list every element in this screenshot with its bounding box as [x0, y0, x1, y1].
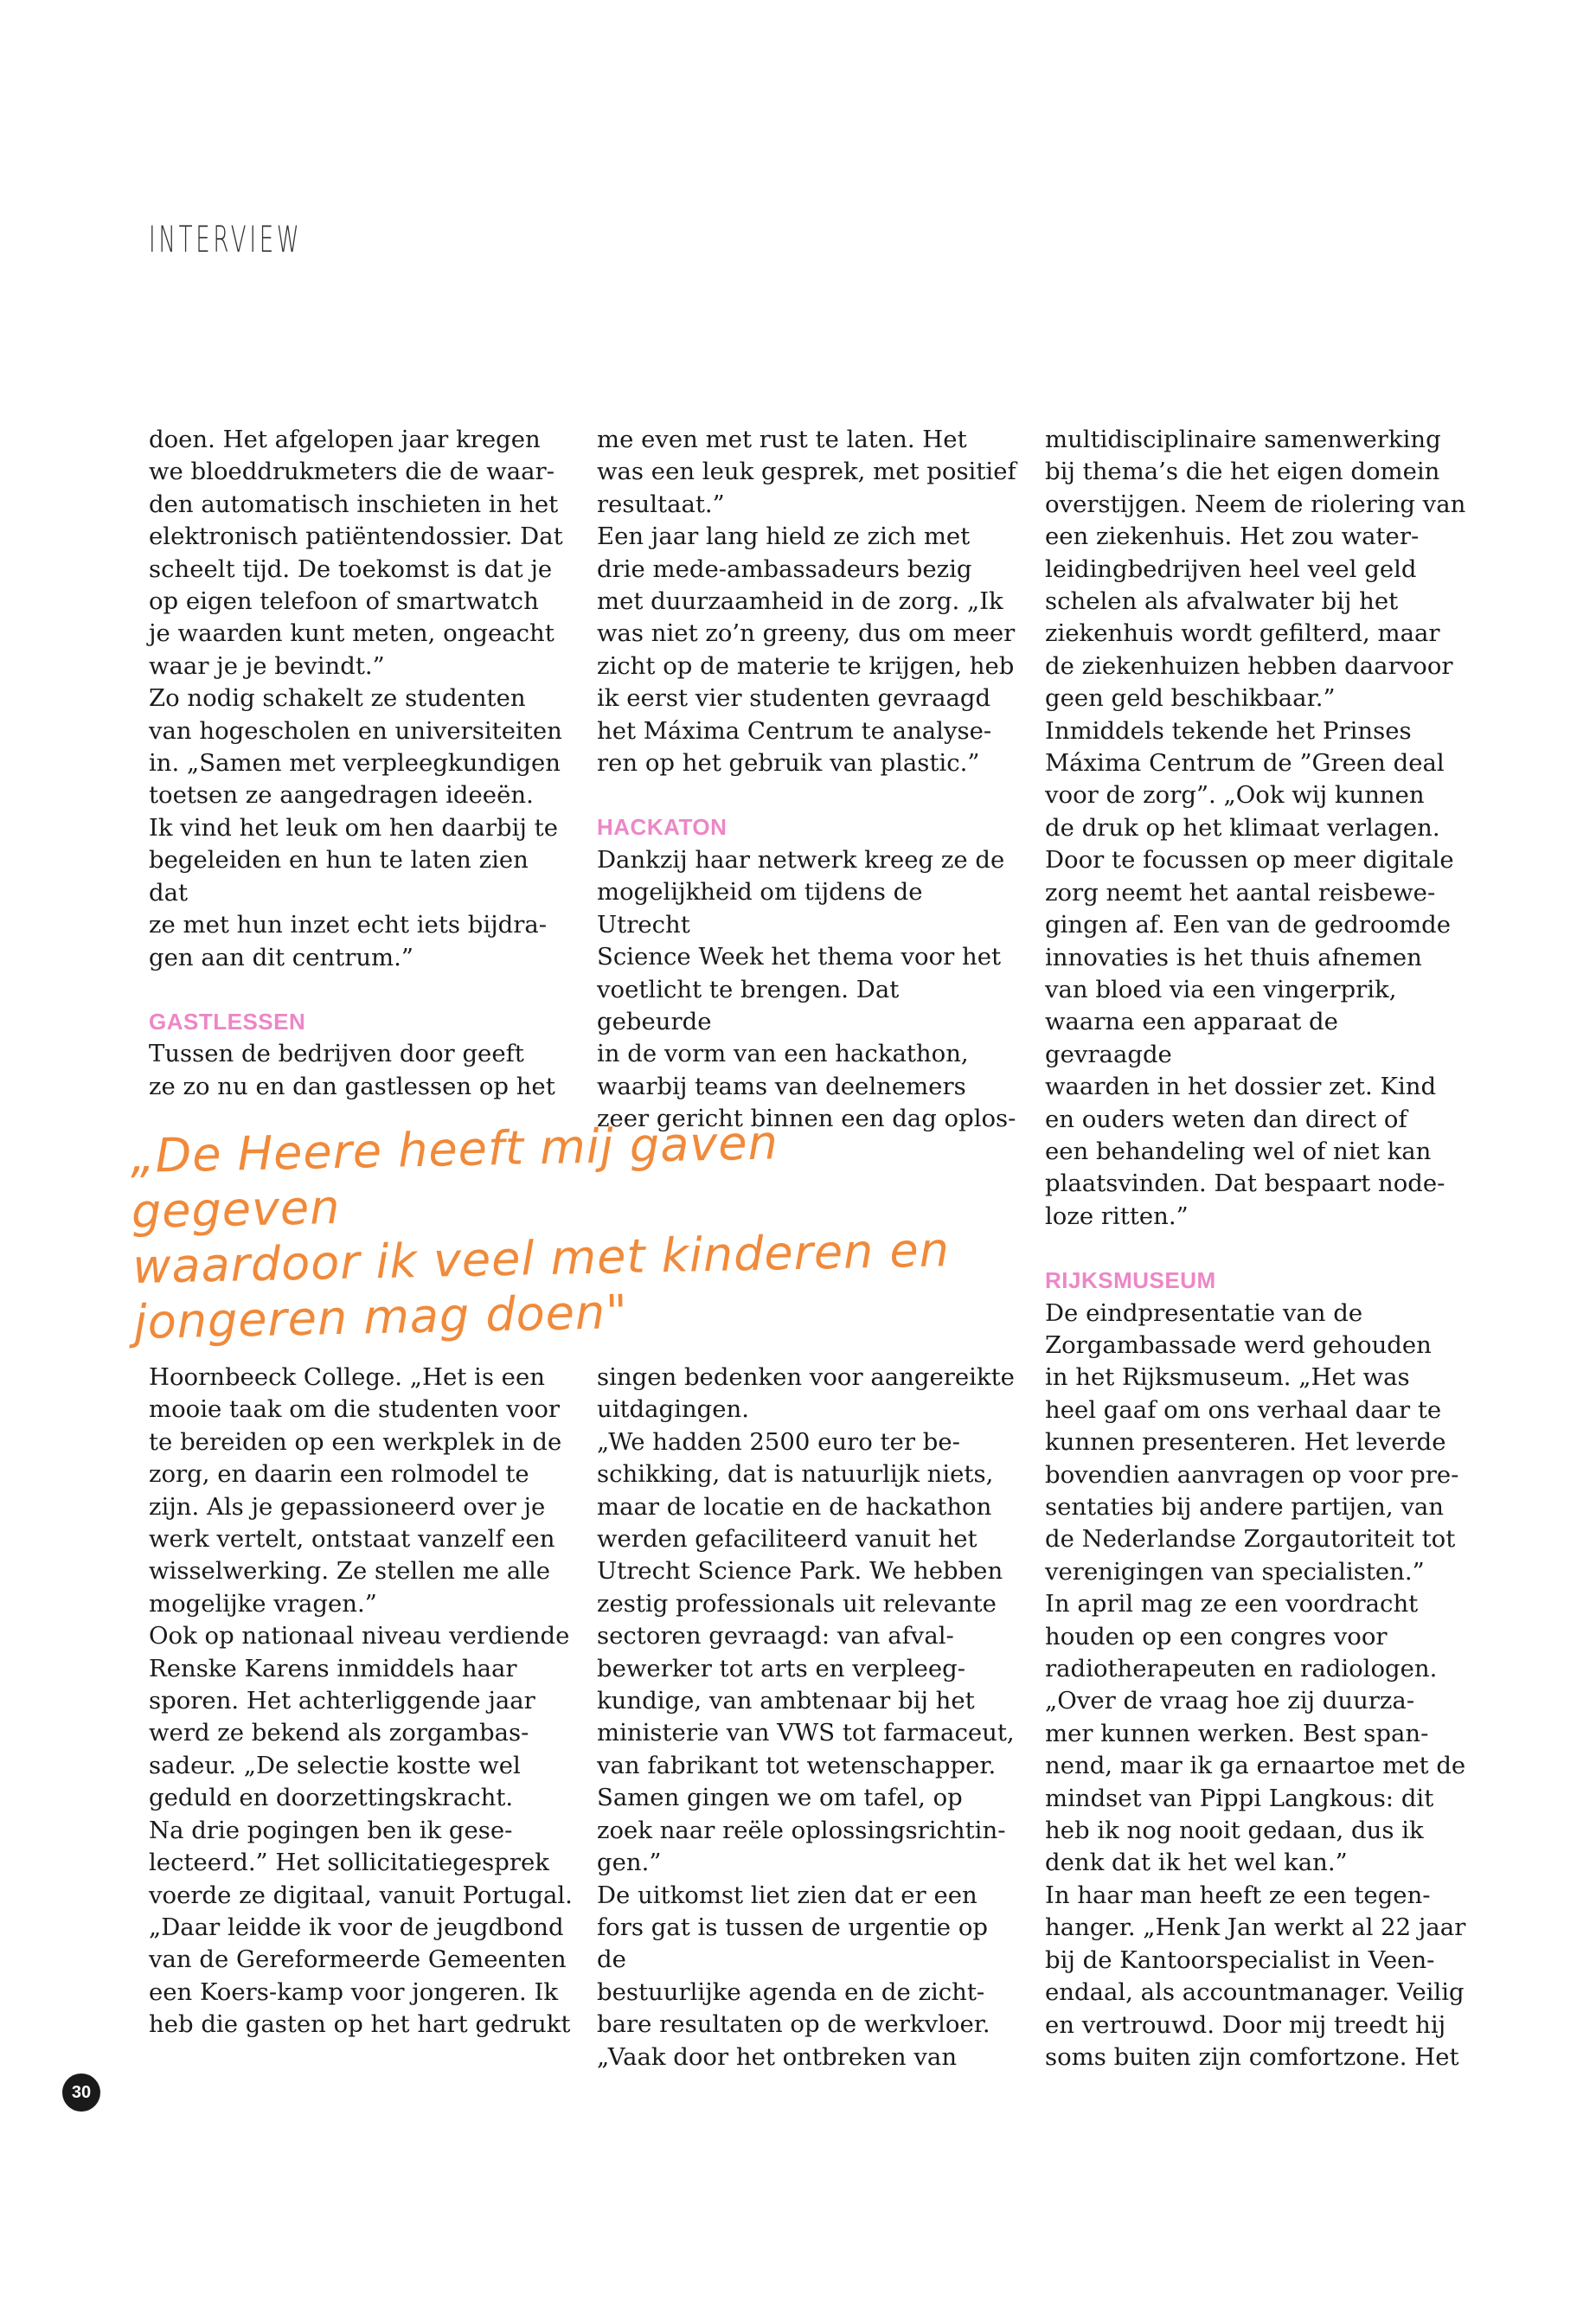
text-line: gingen af. Een van de gedroomde — [1045, 911, 1452, 939]
text-line: denk dat ik het wel kan.” — [1045, 1849, 1348, 1877]
text-line: heb ik nog nooit gedaan, dus ik — [1045, 1817, 1424, 1845]
text-line: bestuurlijke agenda en de zicht- — [597, 1977, 985, 2006]
paragraph — [1045, 424, 1469, 715]
text-line: De uitkomst liet zien dat er een — [597, 1881, 977, 1909]
text-line: ze zo nu en dan gastlessen op het — [149, 1072, 555, 1100]
column-2 — [597, 424, 1021, 1136]
text-line: Zo nodig schakelt ze studenten — [149, 684, 526, 713]
text-line: elektronisch patiëntendossier. Dat — [149, 522, 563, 551]
text-line: waarden in het dossier zet. Kind — [1045, 1073, 1437, 1101]
text-line: was een leuk gesprek, met positief — [597, 458, 1016, 486]
subheading-rijksmuseum: RIJKSMUSEUM — [1045, 1267, 1216, 1294]
text-line: van fabrikant tot wetenschapper. — [597, 1751, 997, 1779]
text-line: nend, maar ik ga ernaartoe met de — [1045, 1752, 1466, 1780]
text-line: waarna een apparaat de gevraagde — [1045, 1008, 1338, 1068]
text-line: „De Heere heeft mij gaven gegeven — [130, 1115, 779, 1239]
paragraph — [597, 844, 1021, 1136]
text-line: toetsen ze aangedragen ideeën. — [149, 781, 534, 810]
text-line: van bloed via een vingerprik, — [1045, 975, 1397, 1003]
text-line: multidisciplinaire samenwerking — [1045, 426, 1441, 453]
text-line: Zorgambassade werd gehouden — [1045, 1330, 1432, 1359]
text-line: heel gaaf om ons verhaal daar te — [1045, 1395, 1442, 1424]
text-line: bovendien aanvragen op voor pre- — [1045, 1460, 1459, 1489]
text-line: soms buiten zijn comfortzone. Het — [1045, 2042, 1459, 2071]
paragraph — [149, 424, 573, 683]
text-line: voetlicht te brengen. Dat gebeurde — [597, 975, 900, 1035]
paragraph — [597, 521, 1021, 779]
text-line: In april mag ze een voordracht — [1045, 1590, 1419, 1618]
text-line: Een jaar lang hield ze zich met — [597, 522, 971, 551]
text-line: de druk op het klimaat verlagen. — [1045, 813, 1440, 842]
text-line: Ik vind het leuk om hen daarbij te — [149, 813, 558, 842]
text-line: uitdagingen. — [597, 1395, 749, 1424]
text-line: singen bedenken voor aangereikte — [597, 1363, 1015, 1391]
text-line: mogelijkheid om tijdens de Utrecht — [597, 878, 923, 939]
text-line: de ziekenhuizen hebben daarvoor — [1045, 651, 1453, 680]
text-line: hanger. „Henk Jan werkt al 22 jaar — [1045, 1913, 1466, 1942]
text-line: Na drie pogingen ben ik gese- — [149, 1816, 513, 1844]
text-line: me even met rust te laten. Het — [597, 426, 967, 453]
text-line: zoek naar reële oplossingsrichtin- — [597, 1816, 1006, 1844]
text-line: de Nederlandse Zorgautoriteit tot — [1045, 1525, 1456, 1554]
text-line: je waarden kunt meten, ongeacht — [149, 619, 554, 648]
text-line: en vertrouwd. Door mij treedt hij — [1045, 2010, 1446, 2039]
text-line: bij thema’s die het eigen domein — [1045, 458, 1440, 486]
text-line: jongeren mag doen" — [133, 1284, 629, 1349]
text-line: leidingbedrijven heel veel geld — [1045, 554, 1417, 583]
paragraph — [149, 683, 573, 974]
page-number: 30 — [62, 2073, 100, 2112]
text-line: het Máxima Centrum te analyse- — [597, 716, 992, 745]
text-line: Máxima Centrum de ”Green deal — [1045, 749, 1445, 778]
paragraph — [597, 1426, 1021, 1880]
subheading-hackaton: HACKATON — [597, 814, 727, 841]
text-line: gen aan dit centrum.” — [149, 943, 413, 971]
text-line: zijn. Als je gepassioneerd over je — [149, 1492, 546, 1521]
text-line: van de Gereformeerde Gemeenten — [149, 1945, 567, 1974]
text-line: scheelt tijd. De toekomst is dat je — [149, 554, 553, 583]
paragraph — [1045, 1588, 1469, 1880]
text-line: „Over de vraag hoe zij duurza- — [1045, 1687, 1415, 1715]
paragraph — [149, 1038, 573, 1103]
text-line: sporen. Het achterliggende jaar — [149, 1687, 535, 1715]
text-line: bij de Kantoorspecialist in Veen- — [1045, 1945, 1435, 1974]
text-line: begeleiden en hun te laten zien dat — [149, 846, 529, 907]
text-line: heb die gasten op het hart gedrukt — [149, 2010, 571, 2039]
text-line: zorg neemt het aantal reisbewe- — [1045, 878, 1436, 907]
text-line: den automatisch inschieten in het — [149, 490, 559, 518]
text-line: „Daar leidde ik voor de jeugdbond — [149, 1913, 564, 1941]
column-3 — [1045, 424, 1469, 2073]
text-line: endaal, als accountmanager. Veilig — [1045, 1978, 1465, 2007]
text-line: wisselwerking. Ze stellen me alle — [149, 1557, 551, 1586]
text-line: een ziekenhuis. Het zou water- — [1045, 522, 1420, 551]
text-line: houden op een congres voor — [1045, 1622, 1388, 1650]
text-line: Hoornbeeck College. „Het is een — [149, 1363, 545, 1391]
text-line: maar de locatie en de hackathon — [597, 1492, 992, 1521]
text-line: mindset van Pippi Langkous: dit — [1045, 1784, 1434, 1812]
text-line: te bereiden op een werkplek in de — [149, 1427, 562, 1456]
text-line: en ouders weten dan direct of — [1045, 1105, 1407, 1133]
text-line: sadeur. „De selectie kostte wel — [149, 1751, 521, 1779]
subheading-gastlessen: GASTLESSEN — [149, 1008, 306, 1035]
text-line: Renske Karens inmiddels haar — [149, 1654, 517, 1682]
text-line: mer kunnen werken. Best span- — [1045, 1719, 1429, 1747]
text-line: waarbij teams van deelnemers — [597, 1072, 966, 1100]
text-line: geduld en doorzettingskracht. — [149, 1784, 514, 1812]
text-line: sectoren gevraagd: van afval- — [597, 1622, 954, 1650]
text-line: bare resultaten op de werkvloer. — [597, 2010, 990, 2039]
text-line: verenigingen van specialisten.” — [1045, 1557, 1425, 1586]
text-line: schelen als afvalwater bij het — [1045, 587, 1399, 616]
text-line: van hogescholen en universiteiten — [149, 716, 562, 745]
text-line: voerde ze digitaal, vanuit Portugal. — [149, 1881, 573, 1909]
text-line: Ook op nationaal niveau verdiende — [149, 1622, 570, 1650]
text-line: werk vertelt, ontstaat vanzelf een — [149, 1525, 555, 1554]
paragraph — [597, 424, 1021, 521]
text-line: loze ritten.” — [1045, 1202, 1189, 1230]
text-line: sentaties bij andere partijen, van — [1045, 1493, 1444, 1521]
text-line: zicht op de materie te krijgen, heb — [597, 651, 1015, 680]
text-line: waardoor ik veel met kinderen en — [131, 1222, 951, 1294]
text-line: ministerie van VWS tot farmaceut, — [597, 1719, 1015, 1747]
column-5 — [597, 1362, 1021, 2073]
text-line: geen geld beschikbaar.” — [1045, 684, 1336, 713]
paragraph — [1045, 715, 1469, 1234]
text-line: een Koers-kamp voor jongeren. Ik — [149, 1977, 559, 2006]
text-line: was niet zo’n greeny, dus om meer — [597, 619, 1016, 648]
paragraph — [597, 1362, 1021, 1426]
text-line: In haar man heeft ze een tegen- — [1045, 1881, 1431, 1909]
paragraph — [149, 1362, 573, 1620]
text-line: Utrecht Science Park. We hebben — [597, 1557, 1003, 1586]
text-line: een behandeling wel of niet kan — [1045, 1137, 1432, 1165]
text-line: ze met hun inzet echt iets bijdra- — [149, 911, 548, 939]
text-line: waar je je bevindt.” — [149, 651, 385, 680]
text-line: bewerker tot arts en verpleeg- — [597, 1654, 966, 1682]
text-line: gen.” — [597, 1849, 662, 1877]
text-line: innovaties is het thuis afnemen — [1045, 943, 1422, 971]
text-line: schikking, dat is natuurlijk niets, — [597, 1460, 994, 1489]
text-line: ik eerst vier studenten gevraagd — [597, 684, 991, 713]
text-line: in. „Samen met verpleegkundigen — [149, 749, 561, 778]
text-line: werden gefaciliteerd vanuit het — [597, 1525, 977, 1554]
column-4 — [149, 1362, 573, 2041]
section-label: INTERVIEW — [149, 218, 303, 260]
text-line: doen. Het afgelopen jaar kregen — [149, 426, 541, 453]
paragraph — [1045, 1298, 1469, 1589]
text-line: kundige, van ambtenaar bij het — [597, 1687, 975, 1715]
text-line: „Vaak door het ontbreken van — [597, 2042, 958, 2071]
text-line: Door te focussen op meer digitale — [1045, 846, 1454, 875]
text-line: mogelijke vragen.” — [149, 1589, 377, 1618]
text-line: Tussen de bedrijven door geeft — [149, 1040, 524, 1068]
text-line: resultaat.” — [597, 490, 725, 518]
text-line: zeer gericht binnen een dag oplos- — [597, 1105, 1016, 1133]
text-line: zestig professionals uit relevante — [597, 1589, 997, 1618]
text-line: De eindpresentatie van de — [1045, 1298, 1363, 1327]
text-line: fors gat is tussen de urgentie op de — [597, 1913, 988, 1974]
text-line: voor de zorg”. „Ook wij kunnen — [1045, 781, 1425, 810]
text-line: plaatsvinden. Dat bespaart node- — [1045, 1170, 1445, 1198]
text-line: overstijgen. Neem de riolering van — [1045, 490, 1466, 518]
text-line: werd ze bekend als zorgambas- — [149, 1719, 529, 1747]
text-line: Science Week het thema voor het — [597, 943, 1002, 971]
text-line: „We hadden 2500 euro ter be- — [597, 1427, 960, 1456]
paragraph — [1045, 1880, 1469, 2073]
paragraph — [149, 1620, 573, 2041]
text-line: ziekenhuis wordt gefilterd, maar — [1045, 619, 1440, 648]
column-1 — [149, 424, 573, 1103]
text-line: lecteerd.” Het sollicitatiegesprek — [149, 1849, 549, 1877]
text-line: radiotherapeuten en radiologen. — [1045, 1655, 1438, 1683]
text-line: Samen gingen we om tafel, op — [597, 1784, 963, 1812]
text-line: Dankzij haar netwerk kreeg ze de — [597, 845, 1005, 874]
text-line: zorg, en daarin een rolmodel te — [149, 1460, 529, 1489]
paragraph — [597, 1880, 1021, 2073]
text-line: op eigen telefoon of smartwatch — [149, 587, 539, 616]
text-line: we bloeddrukmeters die de waar- — [149, 458, 554, 486]
text-line: kunnen presenteren. Het leverde — [1045, 1428, 1446, 1457]
text-line: ren op het gebruik van plastic.” — [597, 749, 980, 778]
text-line: in de vorm van een hackathon, — [597, 1040, 969, 1068]
text-line: drie mede-ambassadeurs bezig — [597, 554, 972, 583]
pull-quote — [130, 1111, 999, 1350]
text-line: mooie taak om die studenten voor — [149, 1395, 561, 1424]
text-line: in het Rijksmuseum. „Het was — [1045, 1363, 1410, 1392]
text-line: met duurzaamheid in de zorg. „Ik — [597, 587, 1003, 616]
text-line: Inmiddels tekende het Prinses — [1045, 716, 1412, 745]
